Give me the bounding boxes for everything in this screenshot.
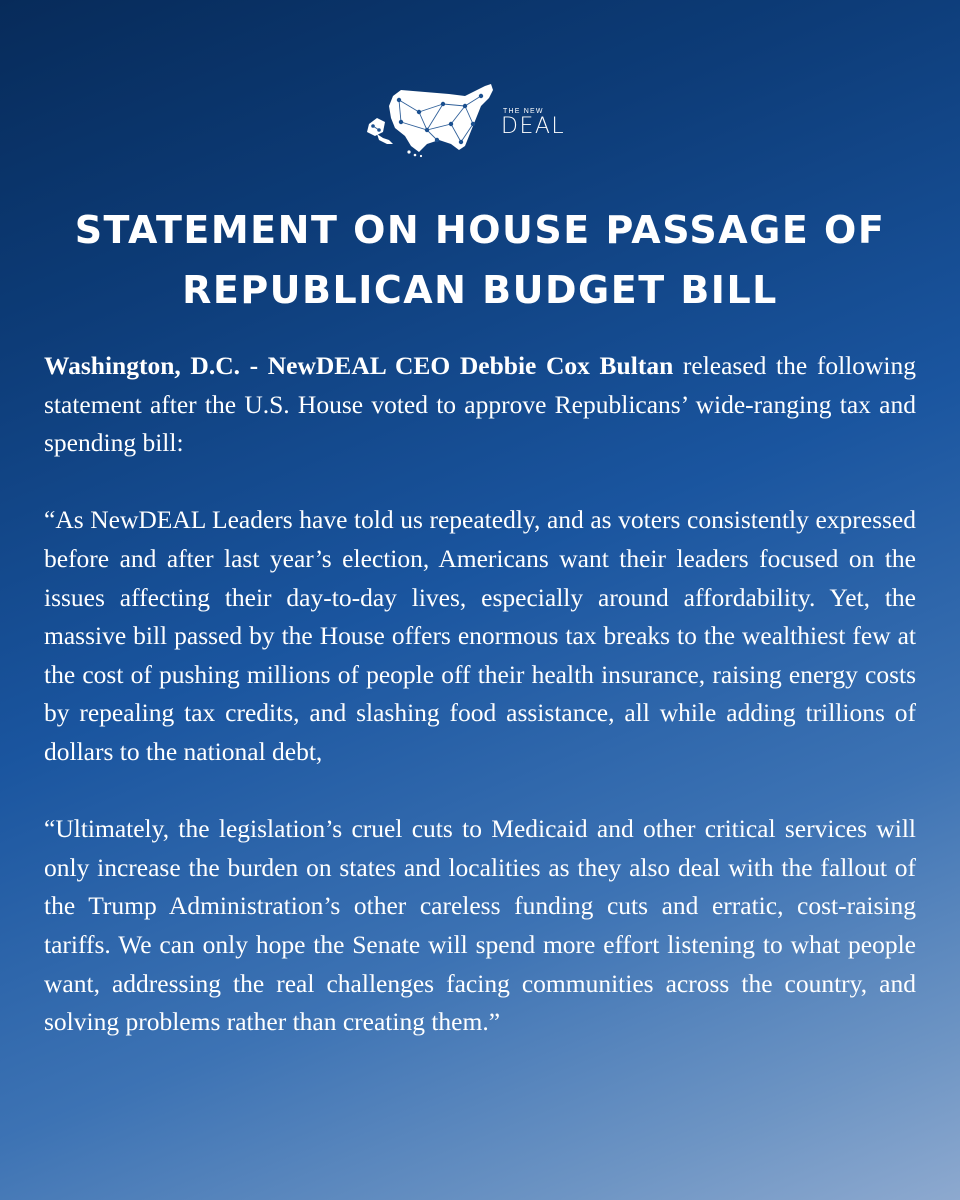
us-map-network-icon <box>365 82 505 158</box>
statement-title: STATEMENT ON HOUSE PASSAGE OF REPUBLICAN BUDGET BILL <box>74 208 886 312</box>
statement-body <box>44 347 916 1042</box>
newdeal-logo <box>365 82 605 158</box>
intro-paragraph <box>44 347 916 463</box>
logo-wordmark: DEAL <box>501 114 566 139</box>
intro-text: released the following statement after the U.S. House voted to approve Republicans’ wide-ranging tax and spending bill: <box>44 351 916 458</box>
quote-paragraph-2: “Ultimately, the legislation’s cruel cuts to Medicaid and other critical services will only increase the burden on states and localities as they also deal with the fallout of the Trump Administration’s other careless funding cuts and erratic, cost-raising tariffs. We can only hope the Senate will spend more effort listening to what people want, addressing the real challenges facing communities across the country, and solving problems rather than creating them.” <box>44 814 916 1037</box>
intro-lead: Washington, D.C. - NewDEAL CEO Debbie Cox Bultan <box>44 351 674 380</box>
quote-paragraph-1: “As NewDEAL Leaders have told us repeatedly, and as voters consistently expressed before and after last year’s election, Americans want their leaders focused on the issues affecting their day-to-day lives, especially around affordability. Yet, the massive bill passed by the House offers enormous tax breaks to the wealthiest few at the cost of pushing millions of people off their health insurance, raising energy costs by repealing tax credits, and slashing food assistance, all while adding trillions of dollars to the national debt, <box>44 505 916 766</box>
logo-wordmark-small: THE NEW <box>503 108 544 115</box>
